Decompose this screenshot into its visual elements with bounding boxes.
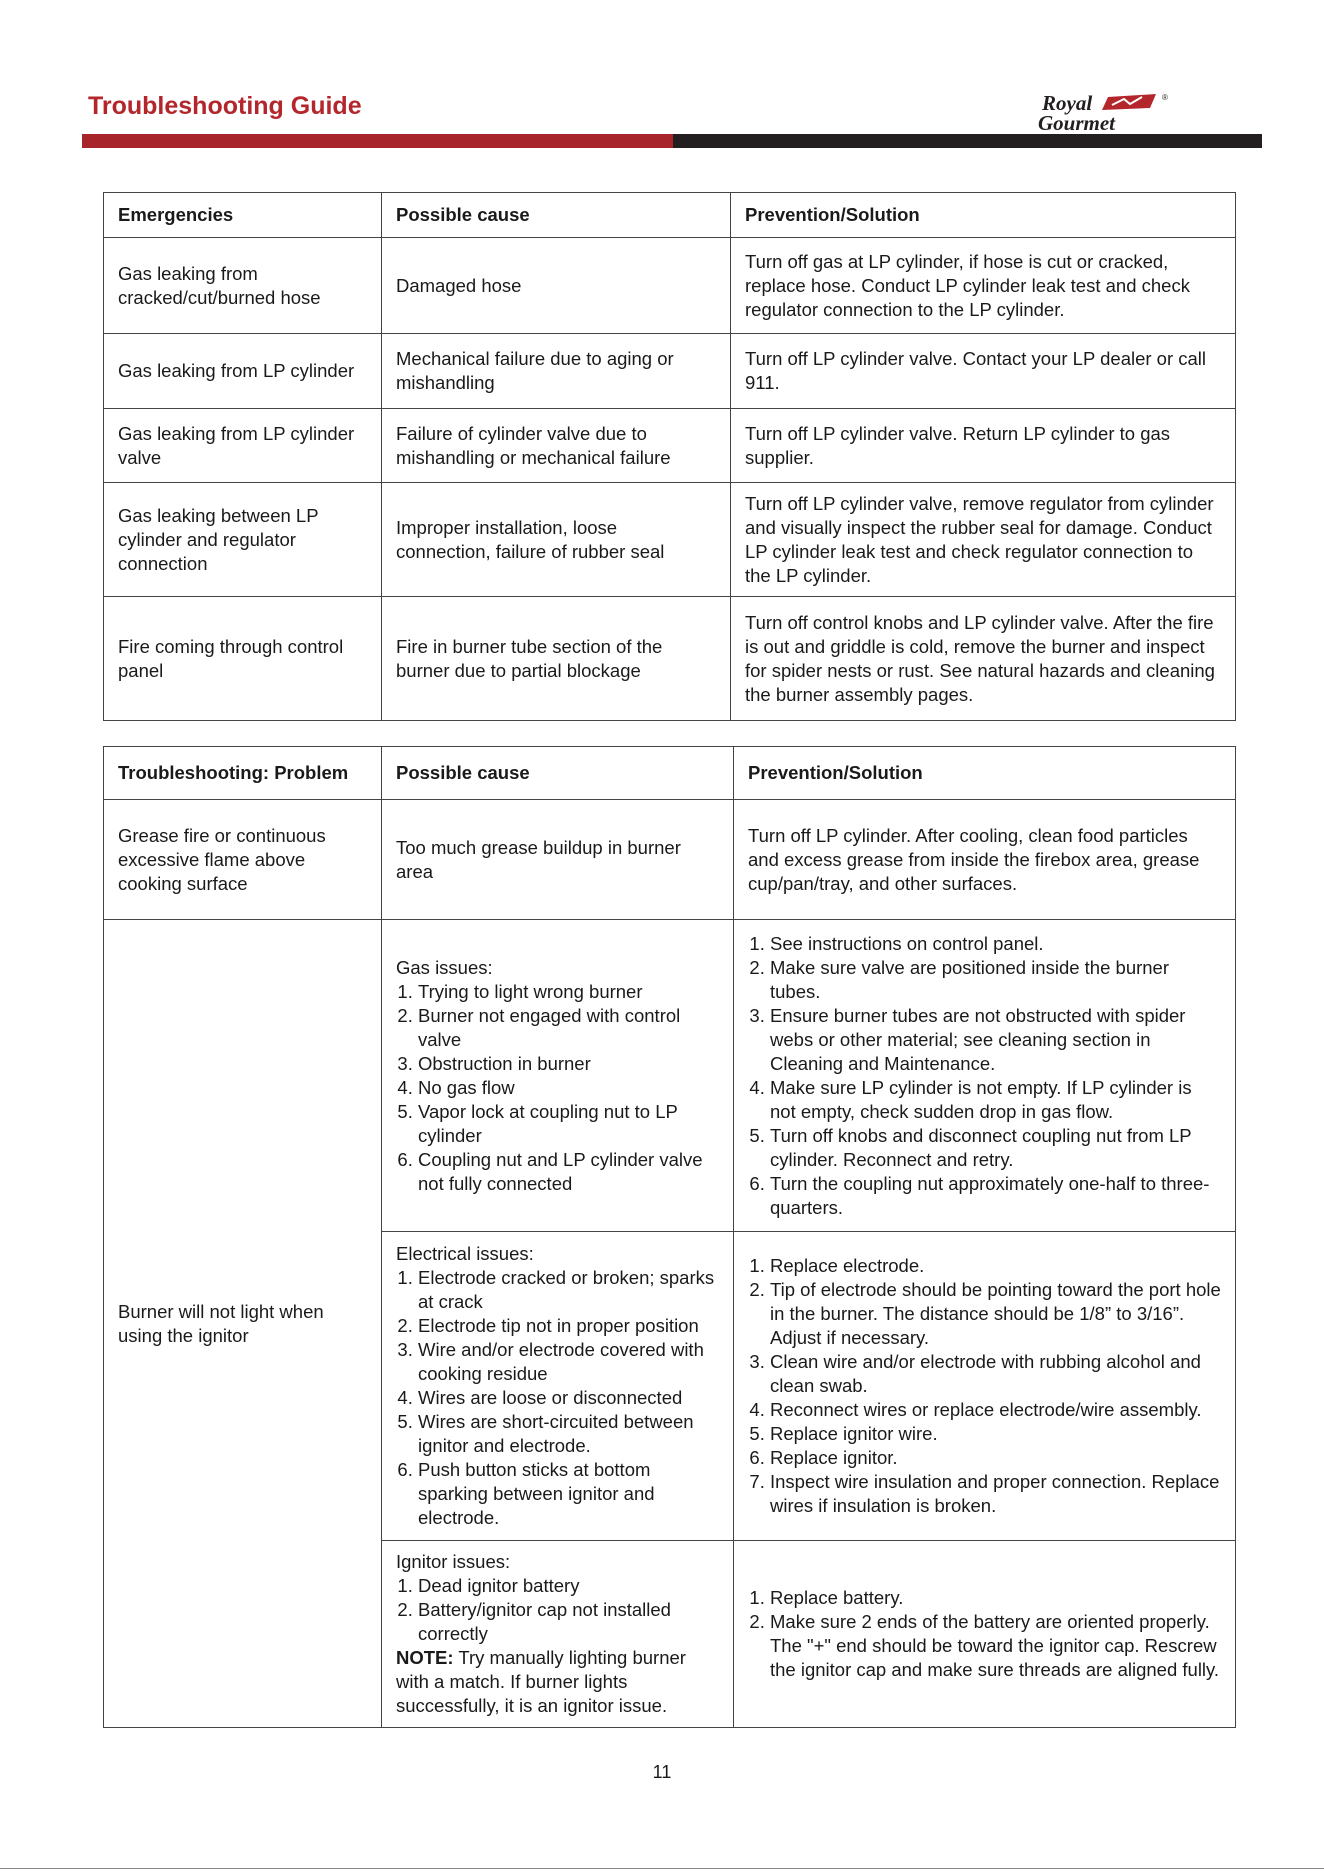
cause-cell: Mechanical failure due to aging or mishandling (382, 334, 731, 409)
cause-cell: Damaged hose (382, 238, 731, 334)
list-item: 1. See instructions on control panel. (770, 932, 1221, 956)
emergency-cell: Fire coming through control panel (104, 597, 382, 721)
list-item: 3. Obstruction in burner (418, 1052, 719, 1076)
electrical-causes-list (396, 1266, 719, 1530)
solution-cell: Turn off LP cylinder valve, remove regulator from cylinder and visually inspect the rubber seal for damage. Conduct LP cylinder leak test and check regulator connection to the LP cylinder. (731, 483, 1236, 597)
solution-cell: Turn off LP cylinder valve. Return LP cylinder to gas supplier. (731, 409, 1236, 483)
list-item: 1. Replace electrode. (770, 1254, 1221, 1278)
troubleshooting-table (103, 746, 1236, 1728)
royal-gourmet-logo (1038, 90, 1234, 134)
table-row (104, 238, 1236, 334)
table-row (104, 597, 1236, 721)
gas-causes-list (396, 980, 719, 1196)
list-item: 3. Wire and/or electrode covered with cooking residue (418, 1338, 719, 1386)
table-header-row (104, 193, 1236, 238)
list-item: 2. Make sure 2 ends of the battery are oriented properly. The "+" end should be toward the ignitor cap. Rescrew the ignitor cap and make sure threads are aligned fully. (770, 1610, 1221, 1682)
gas-issues-label: Gas issues: (396, 956, 493, 978)
column-header-problem: Troubleshooting: Problem (104, 747, 382, 800)
column-header-emergencies: Emergencies (104, 193, 382, 238)
list-item: 1. Electrode cracked or broken; sparks at crack (418, 1266, 719, 1314)
cause-cell: Fire in burner tube section of the burner due to partial blockage (382, 597, 731, 721)
table-row (104, 920, 1236, 1232)
page-number: 11 (652, 1762, 672, 1782)
emergency-cell: Gas leaking from LP cylinder valve (104, 409, 382, 483)
table-row (104, 409, 1236, 483)
list-item: 6. Coupling nut and LP cylinder valve not fully connected (418, 1148, 719, 1196)
list-item: 2. Battery/ignitor cap not installed correctly (418, 1598, 719, 1646)
ignitor-issues-label: Ignitor issues: (396, 1551, 511, 1572)
list-item: 2. Make sure valve are positioned inside the burner tubes. (770, 956, 1221, 1004)
page-bottom-rule (0, 1868, 1324, 1869)
electrical-issues-cause-cell (382, 1232, 734, 1541)
column-header-possible-cause: Possible cause (382, 193, 731, 238)
svg-text:®: ® (1162, 93, 1168, 102)
table-row (104, 800, 1236, 920)
list-item: 4. Make sure LP cylinder is not empty. If LP cylinder is not empty, check sudden drop in gas flow. (770, 1076, 1221, 1124)
list-item: 3. Clean wire and/or electrode with rubbing alcohol and clean swab. (770, 1350, 1221, 1398)
problem-cell: Burner will not light when using the ignitor (104, 920, 382, 1728)
svg-text:Royal: Royal (1042, 91, 1093, 115)
ignitor-note (396, 1646, 719, 1718)
list-item: 5. Vapor lock at coupling nut to LP cylinder (418, 1100, 719, 1148)
cause-cell: Too much grease buildup in burner area (382, 800, 734, 920)
svg-text:Gourmet: Gourmet (1038, 111, 1116, 134)
header-bar-red (82, 134, 673, 148)
list-item: 3. Ensure burner tubes are not obstructed with spider webs or other material; see cleaning section in Cleaning and Maintenance. (770, 1004, 1221, 1076)
list-item: 2. Tip of electrode should be pointing toward the port hole in the burner. The distance should be 1/8” to 3/16”. Adjust if necessary. (770, 1278, 1221, 1350)
emergency-cell: Gas leaking between LP cylinder and regulator connection (104, 483, 382, 597)
cause-cell: Improper installation, loose connection, failure of rubber seal (382, 483, 731, 597)
problem-cell: Grease fire or continuous excessive flame above cooking surface (104, 800, 382, 920)
list-item: 6. Replace ignitor. (770, 1446, 1221, 1470)
list-item: 4. Wires are loose or disconnected (418, 1386, 719, 1410)
emergency-cell: Gas leaking from LP cylinder (104, 334, 382, 409)
list-item: 1. Dead ignitor battery (418, 1574, 719, 1598)
column-header-prevention-solution: Prevention/Solution (731, 193, 1236, 238)
gas-solutions-list (748, 932, 1221, 1220)
ignitor-causes-list (396, 1574, 719, 1646)
electrical-issues-label: Electrical issues: (396, 1243, 534, 1264)
table-header-row (104, 747, 1236, 800)
header-bar-dark (673, 134, 1262, 148)
column-header-possible-cause: Possible cause (382, 747, 734, 800)
solution-cell: Turn off control knobs and LP cylinder valve. After the fire is out and griddle is cold, remove the burner and inspect for spider nests or rust. See natural hazards and cleaning the burner assembly pages. (731, 597, 1236, 721)
list-item: 4. Reconnect wires or replace electrode/wire assembly. (770, 1398, 1221, 1422)
cause-cell: Failure of cylinder valve due to mishandling or mechanical failure (382, 409, 731, 483)
list-item: 5. Replace ignitor wire. (770, 1422, 1221, 1446)
solution-cell: Turn off LP cylinder valve. Contact your LP dealer or call 911. (731, 334, 1236, 409)
emergencies-table (103, 192, 1236, 721)
emergency-cell: Gas leaking from cracked/cut/burned hose (104, 238, 382, 334)
list-item: 5. Wires are short-circuited between ignitor and electrode. (418, 1410, 719, 1458)
list-item: 1. Replace battery. (770, 1586, 1221, 1610)
list-item: 6. Push button sticks at bottom sparking between ignitor and electrode. (418, 1458, 719, 1530)
list-item: 7. Inspect wire insulation and proper connection. Replace wires if insulation is broken. (770, 1470, 1221, 1518)
list-item: 5. Turn off knobs and disconnect coupling nut from LP cylinder. Reconnect and retry. (770, 1124, 1221, 1172)
solution-cell: Turn off gas at LP cylinder, if hose is cut or cracked, replace hose. Conduct LP cylinder leak test and check regulator connection to the LP cylinder. (731, 238, 1236, 334)
ignitor-issues-solution-cell (734, 1541, 1236, 1728)
ignitor-solutions-list (748, 1586, 1221, 1682)
note-text: Try manually lighting burner with a match. If burner lights successfully, it is an ignitor issue. (396, 1647, 686, 1716)
list-item: 2. Electrode tip not in proper position (418, 1314, 719, 1338)
list-item: 6. Turn the coupling nut approximately one-half to three-quarters. (770, 1172, 1221, 1220)
electrical-solutions-list (748, 1254, 1221, 1518)
solution-cell: Turn off LP cylinder. After cooling, clean food particles and excess grease from inside the firebox area, grease cup/pan/tray, and other surfaces. (734, 800, 1236, 920)
ignitor-issues-cause-cell (382, 1541, 734, 1728)
list-item: 2. Burner not engaged with control valve (418, 1004, 719, 1052)
page-title: Troubleshooting Guide (88, 92, 362, 120)
list-item: 1. Trying to light wrong burner (418, 980, 719, 1004)
note-label: NOTE: (396, 1647, 454, 1668)
gas-issues-solution-cell (734, 920, 1236, 1232)
table-row (104, 483, 1236, 597)
electrical-issues-solution-cell (734, 1232, 1236, 1541)
gas-issues-cause-cell (382, 920, 734, 1232)
table-row (104, 334, 1236, 409)
list-item: 4. No gas flow (418, 1076, 719, 1100)
column-header-prevention-solution: Prevention/Solution (734, 747, 1236, 800)
